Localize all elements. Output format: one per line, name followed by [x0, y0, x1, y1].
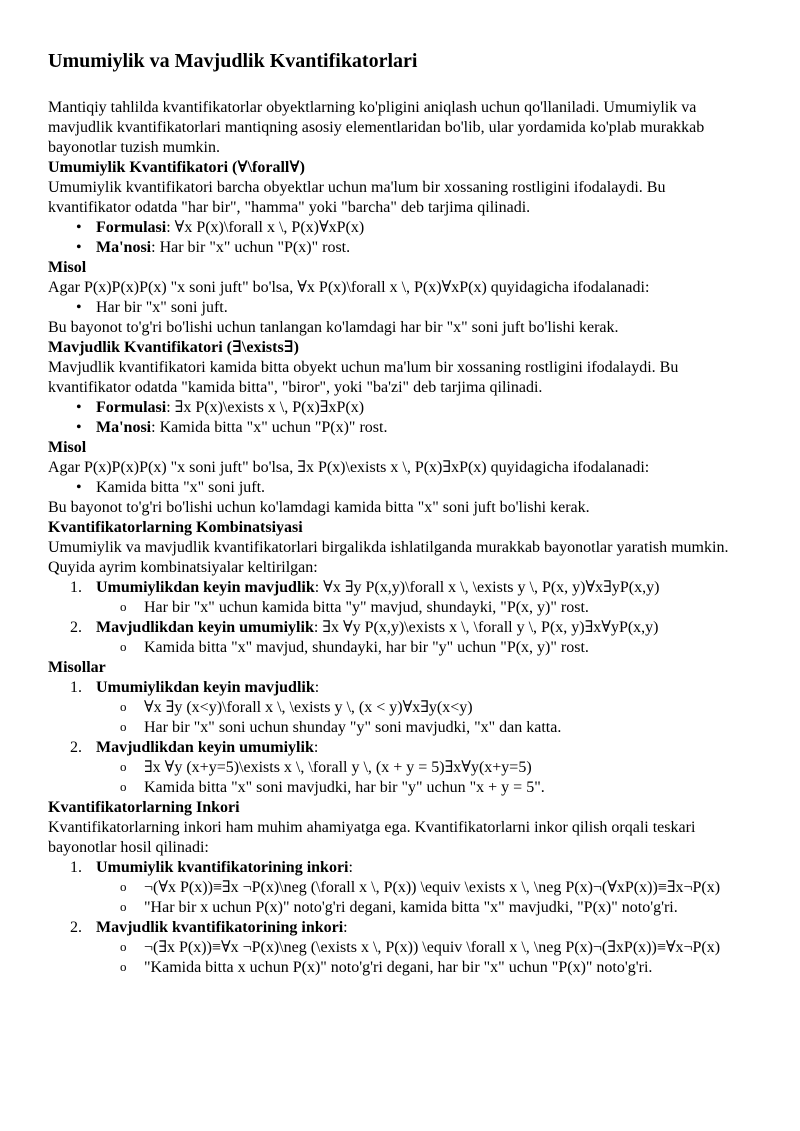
section-desc-universal: Umumiylik kvantifikatori barcha obyektlar uchun ma'lum bir xossaning rostligini ifodalaydi. Bu kvantifikator odatda "har bir", "hamma" yoki "barcha" deb tarjima qilinadi.: [48, 179, 666, 216]
example-note: Bu bayonot to'g'ri bo'lishi uchun ko'lamdagi kamida bitta "x" soni juft bo'lishi kerak.: [48, 499, 590, 516]
list-item: o Har bir "x" uchun kamida bitta "y" mavjud, shundayki, "P(x, y)" rost.: [48, 598, 752, 618]
list-item: • Formulasi: ∀x P(x)\forall x \, P(x)∀xP(x): [48, 218, 752, 238]
list-item: 1. Umumiylik kvantifikatorining inkori:: [70, 859, 353, 876]
section-desc-existential: Mavjudlik kvantifikatori kamida bitta obyekt uchun ma'lum bir xossaning rostligini ifodalaydi. Bu kvantifikator odatda "kamida bitta", "biror", yoki "ba'zi" deb tarjima qilinadi.: [48, 359, 679, 396]
section-heading-examples: Misollar: [48, 659, 106, 676]
list-item: o ∀x ∃y (x<y)\forall x \, \exists y \, (x < y)∀x∃y(x<y): [48, 698, 752, 718]
existential-bullets: [48, 398, 752, 438]
list-item: • Ma'nosi: Kamida bitta "x" uchun "P(x)" rost.: [48, 418, 752, 438]
list-item: • Ma'nosi: Har bir "x" uchun "P(x)" rost.: [48, 238, 752, 258]
negation-list: [48, 858, 752, 978]
list-item: o "Har bir x uchun P(x)" noto'g'ri degani, kamida bitta "x" mavjudki, "P(x)" noto'g'ri.: [48, 898, 752, 918]
list-item: o Har bir "x" soni uchun shunday "y" soni mavjudki, "x" dan katta.: [48, 718, 752, 738]
universal-bullets: [48, 218, 752, 258]
document-title: Umumiylik va Mavjudlik Kvantifikatorlari: [48, 50, 418, 72]
combination-list: [48, 578, 752, 658]
section-desc-negation: Kvantifikatorlarning inkori ham muhim ahamiyatga ega. Kvantifikatorlarni inkor qilish orqali teskari bayonotlar hosil qilinadi:: [48, 819, 696, 856]
section-heading-combination: Kvantifikatorlarning Kombinatsiyasi: [48, 519, 303, 536]
section-heading-existential: Mavjudlik Kvantifikatori (∃\exists∃): [48, 339, 299, 356]
example-text: Agar P(x)P(x)P(x) "x soni juft" bo'lsa, ∀x P(x)\forall x \, P(x)∀xP(x) quyidagicha ifodalanadi:: [48, 279, 650, 296]
list-item: o ∃x ∀y (x+y=5)\exists x \, \forall y \, (x + y = 5)∃x∀y(x+y=5): [48, 758, 752, 778]
intro-paragraph: Mantiqiy tahlilda kvantifikatorlar obyektlarning ko'pligini aniqlash uchun qo'llaniladi. Umumiylik va mavjudlik kvantifikatorlari mantiqning asosiy elementlaridan bo'lib, ular yordamida ko'plab murakkab bayonotlar tuzish mumkin.: [48, 99, 705, 156]
section-heading-universal: Umumiylik Kvantifikatori (∀\forall∀): [48, 159, 305, 176]
list-item: 2. Mavjudlikdan keyin umumiylik: ∃x ∀y P(x,y)\exists x \, \forall y \, P(x, y)∃x∀yP(x,y): [70, 619, 659, 636]
examples-list: [48, 678, 752, 798]
list-item: o ¬(∀x P(x))≡∃x ¬P(x)\neg (\forall x \, P(x)) \equiv \exists x \, \neg P(x)¬(∀xP(x))≡∃x¬P(x): [48, 878, 752, 898]
example-heading: Misol: [48, 259, 87, 276]
list-item: 1. Umumiylikdan keyin mavjudlik: ∀x ∃y P(x,y)\forall x \, \exists y \, P(x, y)∀x∃yP(x,y): [70, 579, 660, 596]
section-heading-negation: Kvantifikatorlarning Inkori: [48, 799, 240, 816]
list-item: o ¬(∃x P(x))≡∀x ¬P(x)\neg (\exists x \, P(x)) \equiv \forall x \, \neg P(x)¬(∃xP(x))≡∀x¬P(x): [48, 938, 752, 958]
example-text: Agar P(x)P(x)P(x) "x soni juft" bo'lsa, ∃x P(x)\exists x \, P(x)∃xP(x) quyidagicha ifodalanadi:: [48, 459, 650, 476]
list-item: • Kamida bitta "x" soni juft.: [48, 478, 752, 498]
example-note: Bu bayonot to'g'ri bo'lishi uchun tanlangan ko'lamdagi har bir "x" soni juft bo'lishi kerak.: [48, 319, 619, 336]
example-heading: Misol: [48, 439, 87, 456]
list-item: 2. Mavjudlik kvantifikatorining inkori:: [70, 919, 348, 936]
section-desc-combination: Umumiylik va mavjudlik kvantifikatorlari birgalikda ishlatilganda murakkab bayonotlar yaratish mumkin. Quyida ayrim kombinatsiyalar keltirilgan:: [48, 539, 729, 576]
list-item: 2. Mavjudlikdan keyin umumiylik:: [70, 739, 319, 756]
list-item: o Kamida bitta "x" soni mavjudki, har bir "y" uchun "x + y = 5".: [48, 778, 752, 798]
list-item: • Formulasi: ∃x P(x)\exists x \, P(x)∃xP(x): [48, 398, 752, 418]
list-item: o "Kamida bitta x uchun P(x)" noto'g'ri degani, har bir "x" uchun "P(x)" noto'g'ri.: [48, 958, 752, 978]
list-item: • Har bir "x" soni juft.: [48, 298, 752, 318]
list-item: 1. Umumiylikdan keyin mavjudlik:: [70, 679, 320, 696]
list-item: o Kamida bitta "x" mavjud, shundayki, har bir "y" uchun "P(x, y)" rost.: [48, 638, 752, 658]
